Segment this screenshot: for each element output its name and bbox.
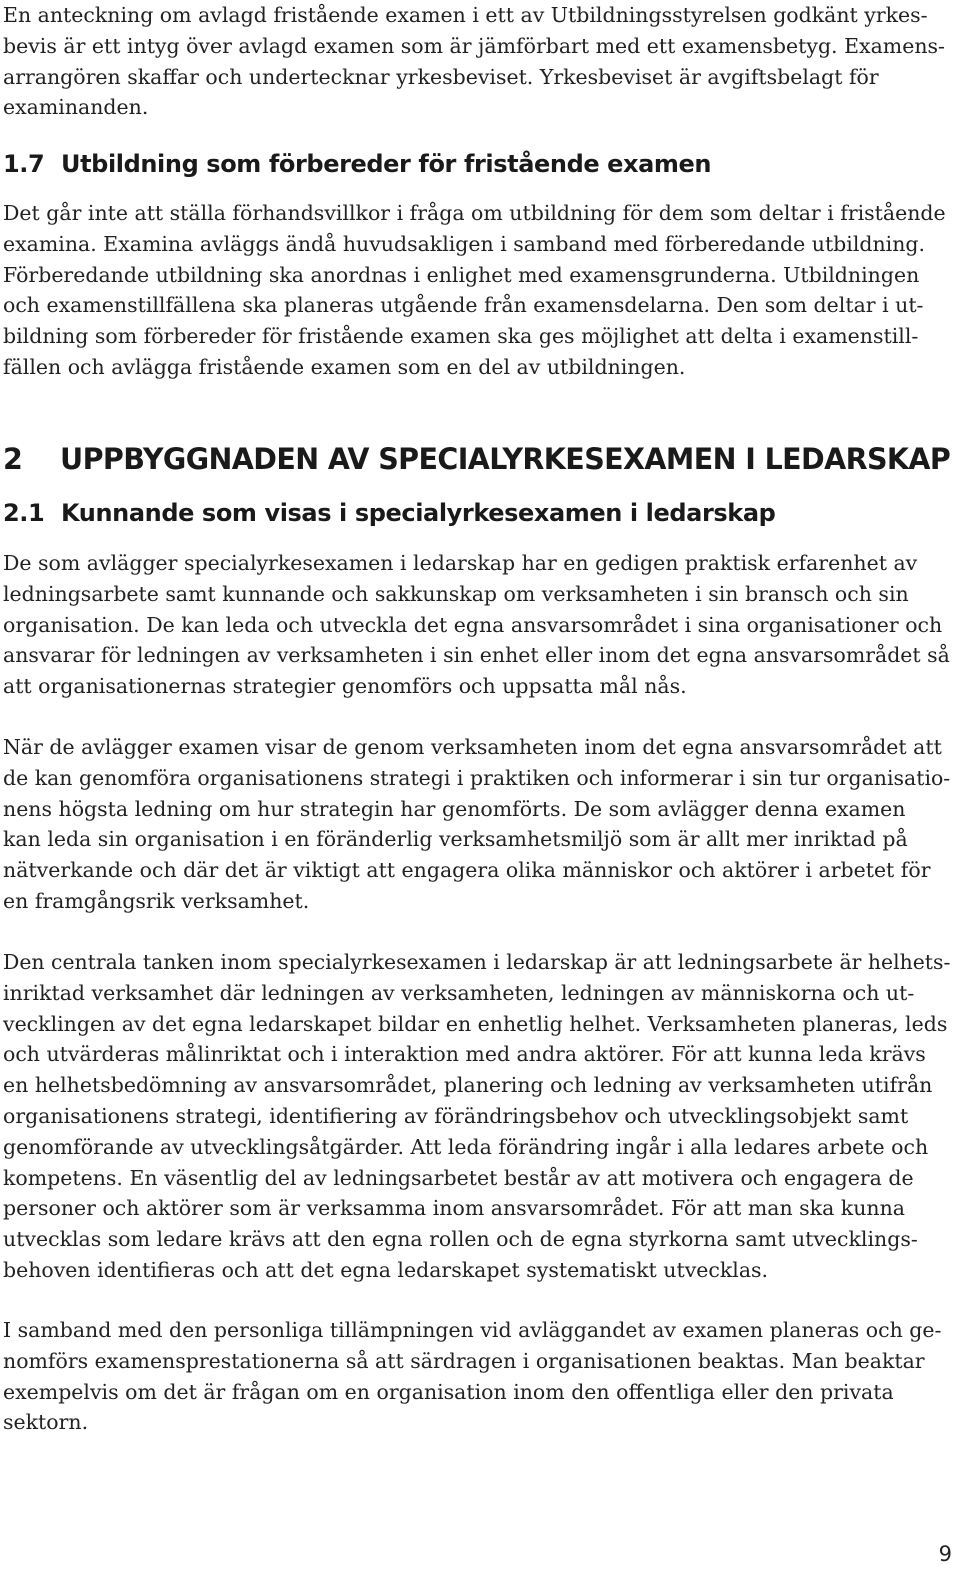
paragraph-3 (3, 947, 951, 1286)
text-line: arrangören skaffar och undertecknar yrkesbeviset. Yrkesbeviset är avgiftsbelagt för (3, 64, 879, 89)
paragraph-4 (3, 1315, 951, 1438)
text-line: personer och aktörer som är verksamma inom ansvarsområdet. För att man ska kunna (3, 1196, 905, 1221)
section-title: Kunnande som visas i specialyrkesexamen i ledarskap (61, 499, 776, 527)
paragraph-1 (3, 548, 951, 702)
text-line: exempelvis om det är frågan om en organisation inom den offentliga eller den privata (3, 1379, 894, 1404)
text-line: inriktad verksamhet där ledningen av verksamheten, ledningen av människorna och ut- (3, 980, 915, 1005)
chapter-heading-2 (3, 442, 950, 476)
page-number: 9 (938, 1542, 952, 1566)
text-line: nätverkande och där det är viktigt att engagera olika människor och aktörer i arbetet för (3, 858, 931, 883)
section-number: 1.7 (3, 150, 45, 178)
text-line: I samband med den personliga tillämpningen vid avläggandet av examen planeras och ge- (3, 1318, 942, 1342)
paragraph-section-1-7 (3, 198, 951, 383)
text-line: Det går inte att ställa förhandsvillkor i fråga om utbildning för dem som deltar i fristående (3, 201, 946, 225)
text-line: och examenstillfällena ska planeras utgående från examensdelarna. Den som deltar i ut- (3, 293, 924, 318)
text-line: en helhetsbedömning av ansvarsområdet, planering och ledning av verksamheten utifrån (3, 1073, 933, 1098)
paragraph-2 (3, 732, 951, 917)
text-line: När de avlägger examen visar de genom verksamheten inom det egna ansvarsområdet att (3, 735, 942, 759)
text-line: organisationens strategi, identifiering av förändringsbehov och utvecklingsobjekt samt (3, 1103, 909, 1128)
text-line: En anteckning om avlagd fristående examen i ett av Utbildningsstyrelsen godkänt yrkes- (3, 3, 928, 27)
text-line: nomförs examensprestationerna så att särdragen i organisationen beaktas. Man beaktar (3, 1348, 925, 1373)
text-line: Förberedande utbildning ska anordnas i enlighet med examensgrunderna. Utbildningen (3, 262, 920, 287)
text-line: De som avlägger specialyrkesexamen i ledarskap har en gedigen praktisk erfarenhet av (3, 551, 918, 575)
section-heading-2-1 (3, 499, 775, 527)
text-line: att organisationernas strategier genomförs och uppsatta mål nås. (3, 674, 687, 699)
text-line: genomförande av utvecklingsåtgärder. Att leda förändring ingår i alla ledares arbete och (3, 1134, 929, 1159)
paragraph-intro (3, 0, 951, 123)
section-heading-1-7 (3, 150, 711, 178)
text-line: ansvarar för ledningen av verksamheten i sin enhet eller inom det egna ansvarsområdet så (3, 643, 950, 668)
text-line: sektorn. (3, 1410, 89, 1435)
text-line: de kan genomföra organisationens strategi i praktiken och informerar i sin tur organisatio- (3, 765, 951, 790)
text-line: ledningsarbete samt kunnande och sakkunskap om verksamheten i sin bransch och sin (3, 581, 909, 606)
text-line: utvecklas som ledare krävs att den egna rollen och de egna styrkorna samt utvecklings- (3, 1227, 918, 1252)
text-line: och utvärderas målinriktat och i interaktion med andra aktörer. För att kunna leda krävs (3, 1042, 926, 1067)
section-number: 2.1 (3, 499, 45, 527)
text-line: vecklingen av det egna ledarskapet bildar en enhetlig helhet. Verksamheten planeras, leds (3, 1011, 948, 1036)
text-line: bildning som förbereder för fristående examen ska ges möjlighet att delta i examenstill- (3, 324, 919, 349)
chapter-title: UPPBYGGNADEN AV SPECIALYRKESEXAMEN I LEDARSKAP (60, 442, 951, 476)
text-line: kan leda sin organisation i en föränderlig verksamhetsmiljö som är allt mer inriktad på (3, 827, 908, 852)
text-line: fällen och avlägga fristående examen som en del av utbildningen. (3, 354, 686, 379)
text-line: organisation. De kan leda och utveckla det egna ansvarsområdet i sina organisationer och (3, 612, 943, 637)
text-line: en framgångsrik verksamhet. (3, 888, 310, 913)
text-line: nens högsta ledning om hur strategin har genomförts. De som avlägger denna examen (3, 796, 906, 821)
text-line: Den centrala tanken inom specialyrkesexamen i ledarskap är att ledningsarbete är helhets- (3, 950, 951, 974)
chapter-number: 2 (3, 442, 23, 476)
text-line: examinanden. (3, 95, 149, 120)
text-line: bevis är ett intyg över avlagd examen som är jämförbart med ett examensbetyg. Examens- (3, 33, 945, 58)
text-line: examina. Examina avläggs ändå huvudsakligen i samband med förberedande utbildning. (3, 231, 926, 256)
section-title: Utbildning som förbereder för fristående examen (61, 150, 712, 178)
text-line: kompetens. En väsentlig del av ledningsarbetet består av att motivera och engagera de (3, 1165, 914, 1190)
text-line: behoven identifieras och att det egna ledarskapet systematiskt utvecklas. (3, 1257, 769, 1282)
